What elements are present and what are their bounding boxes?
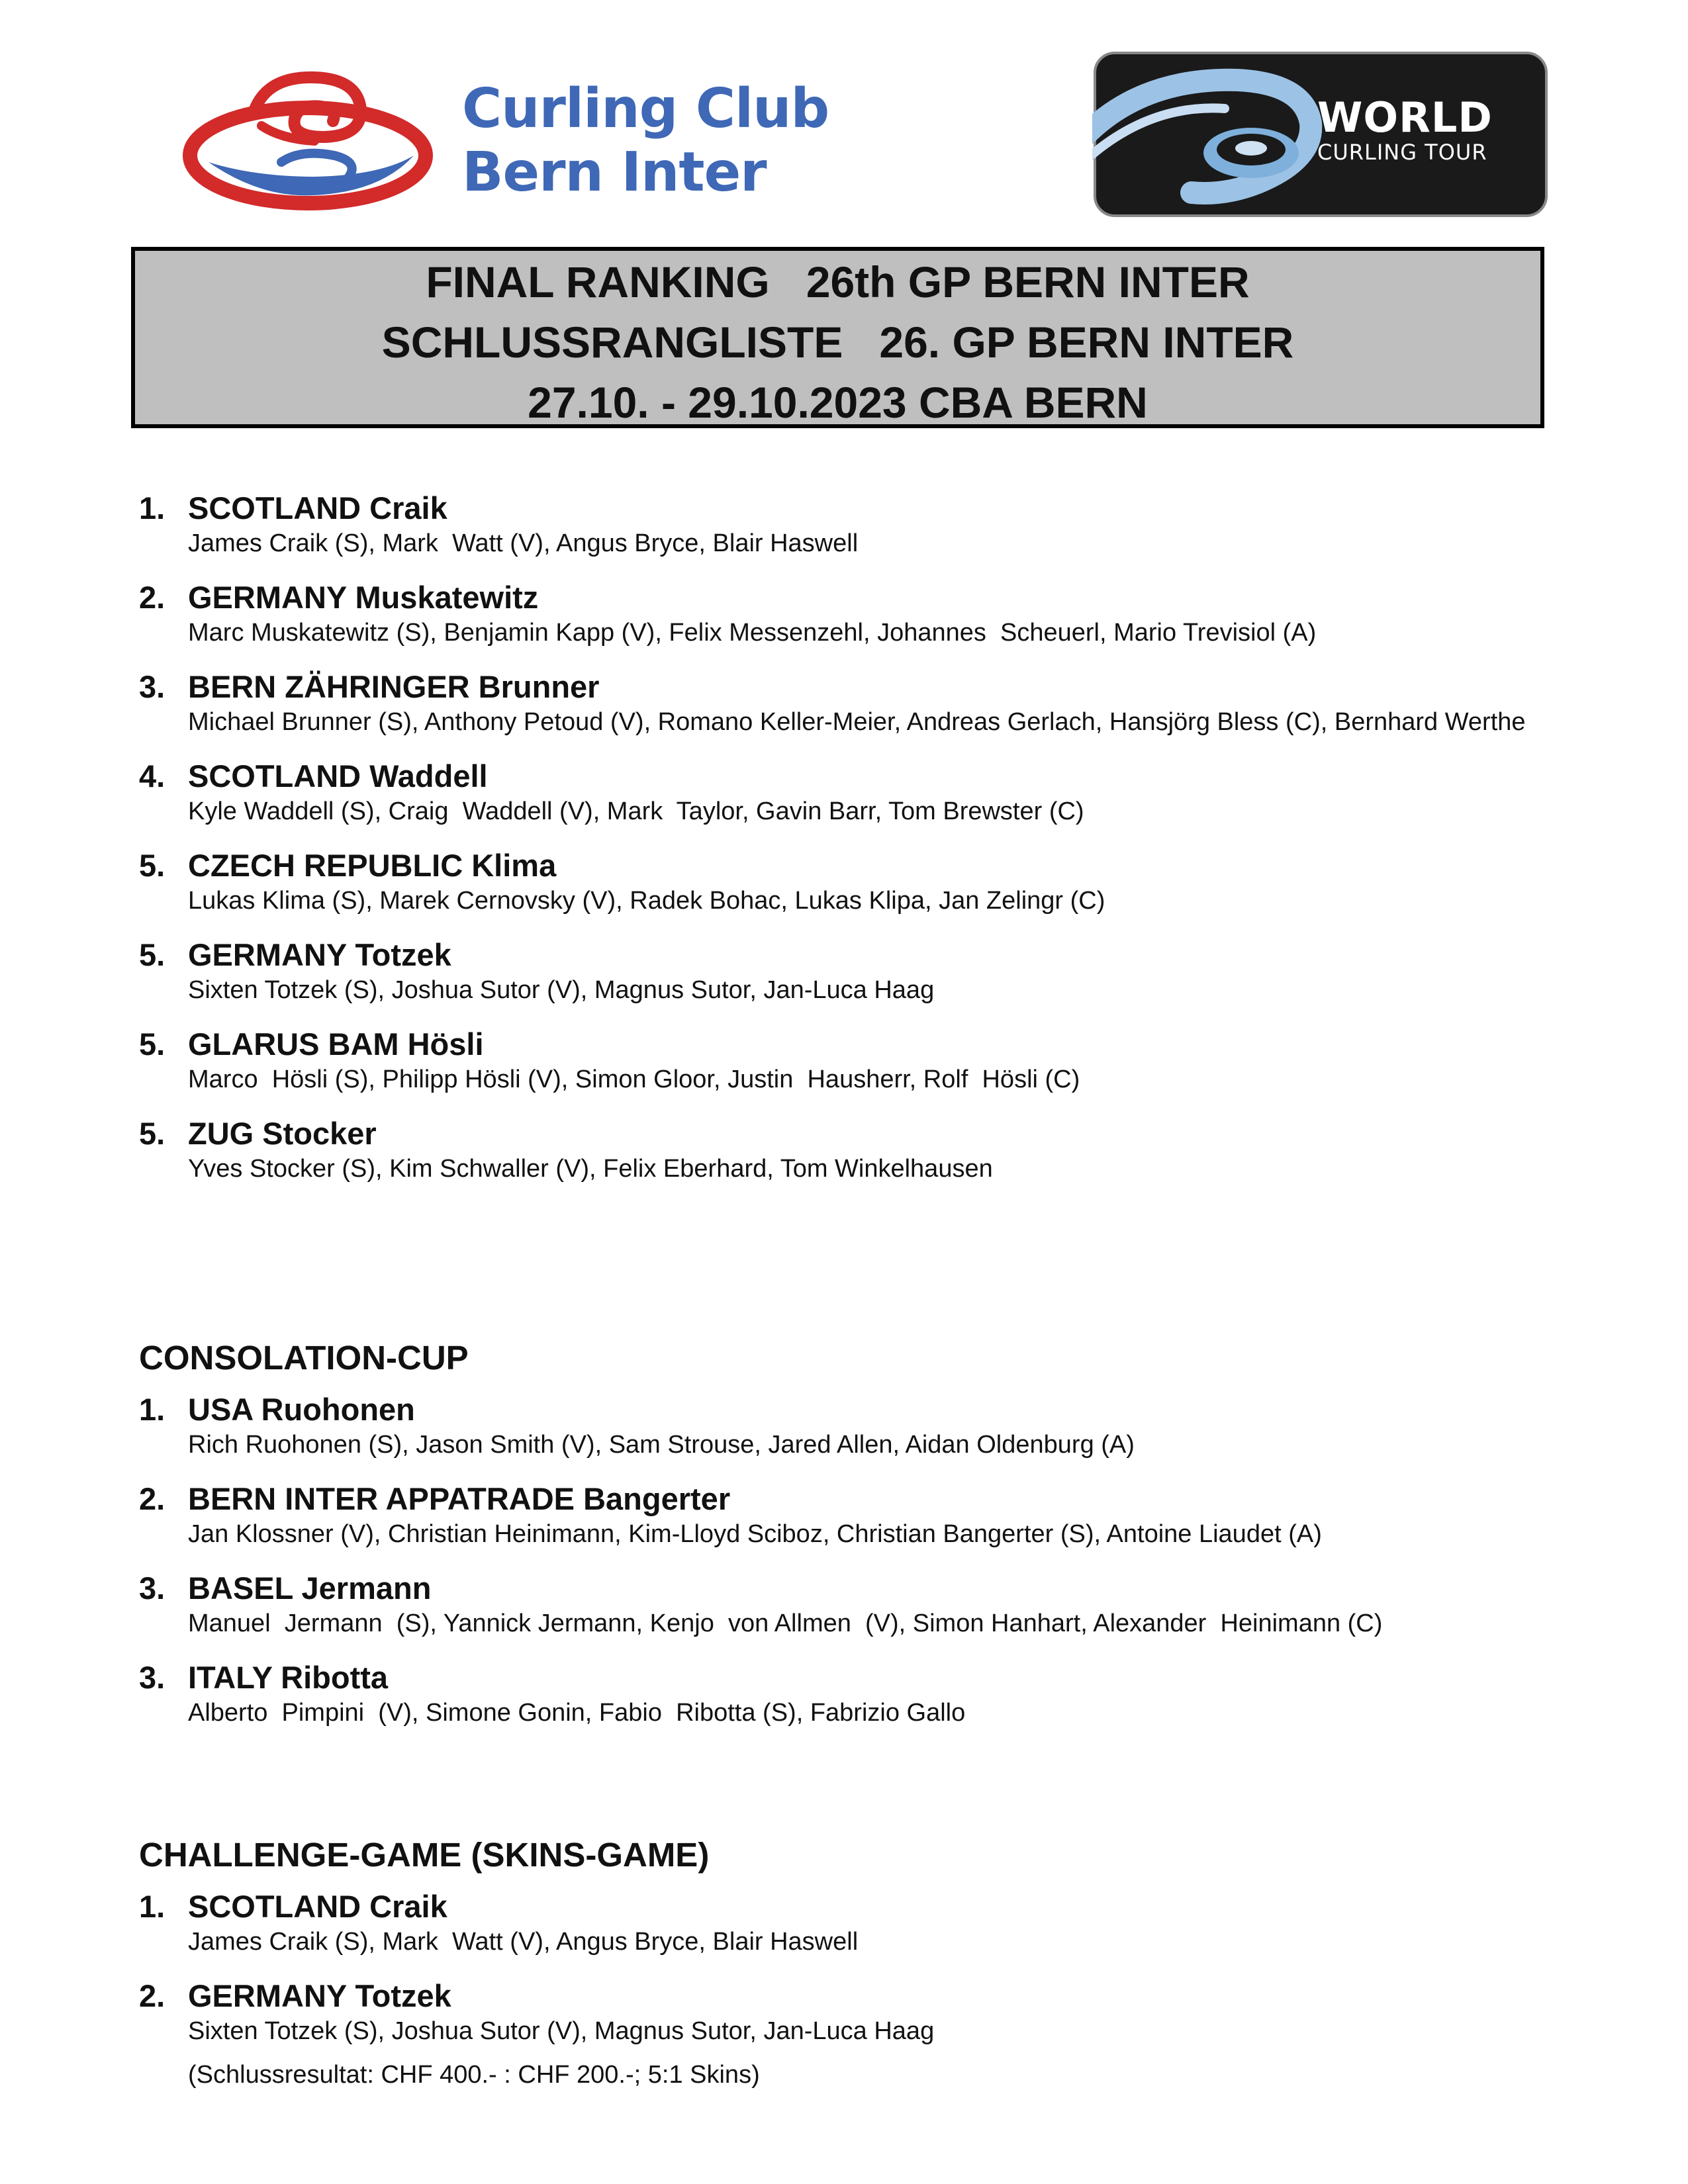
list-item: [139, 936, 1542, 1007]
club-logo-text: Curling Club Bern Inter: [462, 77, 829, 204]
list-item: [139, 1888, 1542, 1958]
rank: 1.: [139, 490, 165, 525]
club-logo: [182, 63, 844, 215]
team-members: Sixten Totzek (S), Joshua Sutor (V), Magnus Sutor, Jan-Luca Haag: [188, 2017, 935, 2045]
team-name: USA Ruohonen: [188, 1392, 415, 1427]
team-members: James Craik (S), Mark Watt (V), Angus Bryce, Blair Haswell: [188, 529, 859, 557]
team-members: Alberto Pimpini (V), Simone Gonin, Fabio Ribotta (S), Fabrizio Gallo: [188, 1699, 966, 1727]
team-members: Marco Hösli (S), Philipp Hösli (V), Simon Gloor, Justin Hausherr, Rolf Hösli (C): [188, 1066, 1080, 1093]
title-line-3: 27.10. - 29.10.2023 CBA BERN: [528, 378, 1148, 427]
list-item: [139, 758, 1542, 828]
team-name: BASEL Jermann: [188, 1570, 432, 1606]
challenge-game-list: [139, 1835, 1542, 2091]
team-name: BERN ZÄHRINGER Brunner: [188, 669, 600, 704]
list-item: [139, 1026, 1542, 1096]
team-members: Yves Stocker (S), Kim Schwaller (V), Felix Eberhard, Tom Winkelhausen: [188, 1155, 993, 1183]
tour-logo-text: WORLD CURLING TOUR: [1317, 93, 1493, 165]
rank: 2.: [139, 1978, 165, 2013]
section-heading: CHALLENGE-GAME (SKINS-GAME): [139, 1836, 710, 1874]
team-name: GERMANY Totzek: [188, 1978, 451, 2013]
team-members: James Craik (S), Mark Watt (V), Angus Bryce, Blair Haswell: [188, 1928, 859, 1956]
list-item: [139, 1391, 1542, 1461]
final-ranking-list: [139, 490, 1542, 1205]
rank: 2.: [139, 580, 165, 615]
list-item: [139, 1978, 1542, 2048]
team-name: SCOTLAND Craik: [188, 1889, 447, 1924]
list-item: [139, 490, 1542, 560]
title-line-2: SCHLUSSRANGLISTE 26. GP BERN INTER: [381, 318, 1294, 367]
rank: 4.: [139, 758, 165, 794]
title-box: [131, 247, 1544, 428]
team-name: GLARUS BAM Hösli: [188, 1026, 484, 1062]
team-name: ZUG Stocker: [188, 1116, 377, 1151]
team-name: ITALY Ribotta: [188, 1660, 389, 1695]
team-name: BERN INTER APPATRADE Bangerter: [188, 1481, 731, 1516]
rank: 1.: [139, 1392, 165, 1427]
list-item: [139, 1570, 1542, 1640]
team-name: GERMANY Totzek: [188, 937, 451, 972]
team-members: Sixten Totzek (S), Joshua Sutor (V), Magnus Sutor, Jan-Luca Haag: [188, 976, 935, 1004]
rank: 5.: [139, 848, 165, 883]
team-members: Kyle Waddell (S), Craig Waddell (V), Mark Taylor, Gavin Barr, Tom Brewster (C): [188, 797, 1084, 825]
list-item: [139, 1480, 1542, 1551]
rank: 3.: [139, 1570, 165, 1606]
team-name: CZECH REPUBLIC Klima: [188, 848, 557, 883]
team-members: Manuel Jermann (S), Yannick Jermann, Kenjo von Allmen (V), Simon Hanhart, Alexander Heinimann (C): [188, 1610, 1383, 1637]
rank: 3.: [139, 669, 165, 704]
list-item: [139, 579, 1542, 649]
consolation-cup-list: [139, 1338, 1542, 1749]
rank: 1.: [139, 1889, 165, 1924]
team-name: GERMANY Muskatewitz: [188, 580, 539, 615]
team-name: SCOTLAND Waddell: [188, 758, 488, 794]
rank: 2.: [139, 1481, 165, 1516]
team-members: Michael Brunner (S), Anthony Petoud (V), Romano Keller-Meier, Andreas Gerlach, Hansjörg Bless (C), Bernhard Werthe: [188, 708, 1526, 736]
team-name: SCOTLAND Craik: [188, 490, 447, 525]
title-line-1: FINAL RANKING 26th GP BERN INTER: [426, 257, 1250, 306]
final-result-note: (Schlussresultat: CHF 400.- : CHF 200.-; 5:1 Skins): [188, 2061, 760, 2089]
team-members: Lukas Klima (S), Marek Cernovsky (V), Radek Bohac, Lukas Klipa, Jan Zelingr (C): [188, 887, 1105, 915]
tour-logo: [1092, 50, 1549, 218]
list-item: [139, 1115, 1542, 1185]
team-members: Jan Klossner (V), Christian Heinimann, Kim-Lloyd Sciboz, Christian Bangerter (S), Antoine Liaudet (A): [188, 1520, 1322, 1548]
rank: 3.: [139, 1660, 165, 1695]
list-item: [139, 847, 1542, 917]
team-members: Marc Muskatewitz (S), Benjamin Kapp (V), Felix Messenzehl, Johannes Scheuerl, Mario Trevisiol (A): [188, 619, 1317, 647]
rank: 5.: [139, 1026, 165, 1062]
list-item: [139, 1659, 1542, 1729]
team-members: Rich Ruohonen (S), Jason Smith (V), Sam Strouse, Jared Allen, Aidan Oldenburg (A): [188, 1431, 1135, 1459]
curling-stone-swirl-icon: [182, 63, 437, 215]
list-item: [139, 668, 1542, 739]
rank: 5.: [139, 937, 165, 972]
section-heading: CONSOLATION-CUP: [139, 1339, 469, 1377]
rank: 5.: [139, 1116, 165, 1151]
